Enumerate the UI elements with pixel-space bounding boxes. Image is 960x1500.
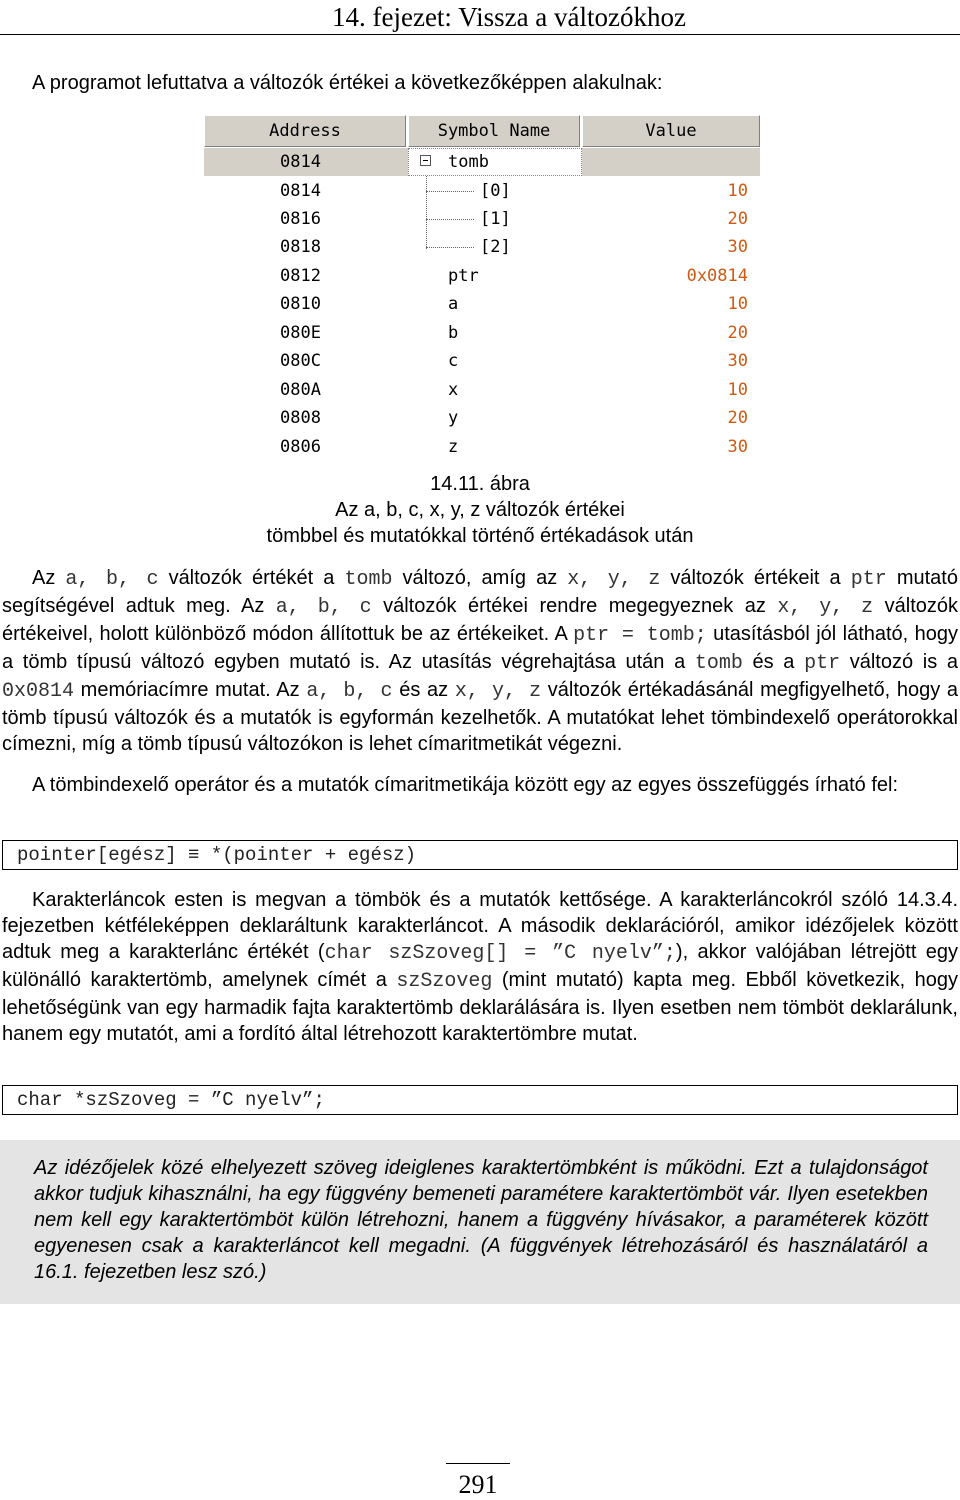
address-cell: 080C (280, 351, 321, 371)
intro-text: A programot lefuttatva a változók értékei a következőképpen alakulnak: (32, 72, 663, 94)
symbol-cell: z (448, 437, 459, 457)
watch-row[interactable] (204, 233, 760, 261)
value-cell: 10 (727, 380, 748, 400)
address-cell: 0806 (280, 437, 321, 457)
collapse-icon[interactable] (420, 155, 431, 166)
paragraph-equivalence: A tömbindexelő operátor és a mutatók címaritmetikája között egy az egyes összefüggés írható fel: (32, 774, 899, 796)
symbol-cell: x (448, 380, 459, 400)
symbol-cell: [1] (480, 209, 511, 229)
watch-row[interactable] (204, 347, 760, 375)
address-column-header[interactable]: Address (204, 115, 406, 147)
symbol-cell: ptr (448, 266, 479, 286)
value-cell: 10 (727, 294, 748, 314)
symbol-cell: [0] (480, 181, 511, 201)
watch-row[interactable] (204, 319, 760, 347)
symbol-cell: b (448, 323, 459, 343)
value-cell: 20 (727, 408, 748, 428)
paragraph-arrays: Az a, b, c változók értékét a tomb változó, amíg az x, y, z változók értékeit a ptr mutató segítségével adtuk meg. Az a, b, c változók értékei rendre megegyeznek az x, y, z változók értékeivel, holott különböző módon állítottuk be az értékeiket. A ptr = tomb; utasításból jól látható, hogy a tömb típusú változó egyben mutató is. Az utasítás végrehajtása után a tomb és a ptr változó is a 0x0814 memóriacímre mutat. Az a, b, c és az x, y, z változók értékadásánál megfigyelhető, hogy a tömb típusú változók és a mutatók is egyformán kezelhetők. A mutatókat lehet tömbindexelő operátorokkal címezni, míg a tömb típusú változókon is lehet címaritmetikát végezni. (2, 567, 959, 755)
figure-caption-line: Az a, b, c, x, y, z változók értékei (335, 499, 625, 521)
row-highlight (582, 148, 760, 176)
watch-row-tomb[interactable] (204, 148, 760, 176)
value-cell: 10 (727, 181, 748, 201)
address-cell: 0816 (280, 209, 321, 229)
watch-row[interactable] (204, 262, 760, 290)
value-cell: 30 (727, 437, 748, 457)
address-cell: 0810 (280, 294, 321, 314)
watch-row[interactable] (204, 177, 760, 205)
value-column-header[interactable]: Value (582, 115, 760, 147)
note-text: Az idézőjelek közé elhelyezett szöveg ideiglenes karaktertömbként is működni. Ezt a tulajdonságot akkor tudjuk kihasználni, ha egy függvény bemeneti paramétere karaktertömböt vár. Ilyen esetekben nem kell egy karaktertömböt külön létrehozni, hanem a függvény hívásakor, a paraméterek között egyenesen csak a karakterláncot kell megadni. (A függvények létrehozásáról és használatáról a 16.1. fejezetben lesz szó.) (34, 1157, 928, 1283)
note-box (0, 1140, 960, 1304)
address-cell: 0818 (280, 237, 321, 257)
watch-window (204, 115, 760, 465)
watch-row[interactable] (204, 433, 760, 461)
watch-row[interactable] (204, 404, 760, 432)
address-cell: 0812 (280, 266, 321, 286)
symbol-cell: tomb (448, 152, 489, 172)
watch-row[interactable] (204, 290, 760, 318)
watch-row[interactable] (204, 376, 760, 404)
address-cell: 080E (280, 323, 321, 343)
symbol-column-header[interactable]: Symbol Name (408, 115, 580, 147)
address-cell: 0814 (280, 152, 321, 172)
symbol-cell: c (448, 351, 459, 371)
row-focus (408, 148, 582, 176)
page-number: 291 (446, 1463, 510, 1500)
code-block-equivalence: pointer[egész] ≡ *(pointer + egész) (2, 840, 958, 870)
chapter-title: 14. fejezet: Vissza a változókhoz (332, 2, 686, 32)
symbol-cell: [2] (480, 237, 511, 257)
address-cell: 0814 (280, 181, 321, 201)
figure-caption-line: tömbbel és mutatókkal történő értékadások után (266, 525, 694, 547)
symbol-cell: y (448, 408, 459, 428)
address-cell: 080A (280, 380, 321, 400)
watch-row[interactable] (204, 205, 760, 233)
value-cell: 30 (727, 237, 748, 257)
figure-number: 14.11. ábra (430, 473, 530, 495)
value-cell: 20 (727, 209, 748, 229)
value-cell: 30 (727, 351, 748, 371)
running-header (0, 0, 960, 35)
value-cell: 0x0814 (686, 266, 748, 286)
code-block-declaration: char *szSzoveg = ”C nyelv”; (2, 1085, 958, 1115)
paragraph-strings: Karakterláncok esten is megvan a tömbök és a mutatók kettősége. A karakterláncokról szóló 14.3.4. fejezetben kétféleképpen deklaráltunk karakterláncot. A második deklarációról, amikor idézőjelek között adtuk meg a karakterlánc értékét (char szSzoveg[] = ”C nyelv”;), akkor valójában létrejött egy különálló karaktertömb, amelynek címét a szSzoveg (mint mutató) kapta meg. Ebből következik, hogy lehetőségünk van egy harmadik fajta karaktertömb deklarálására is. Ilyen esetben nem tömböt deklarálunk, hanem egy mutatót, ami a fordító által létrehozott karaktertömbre mutat. (2, 889, 959, 1045)
value-cell: 20 (727, 323, 748, 343)
address-cell: 0808 (280, 408, 321, 428)
symbol-cell: a (448, 294, 459, 314)
